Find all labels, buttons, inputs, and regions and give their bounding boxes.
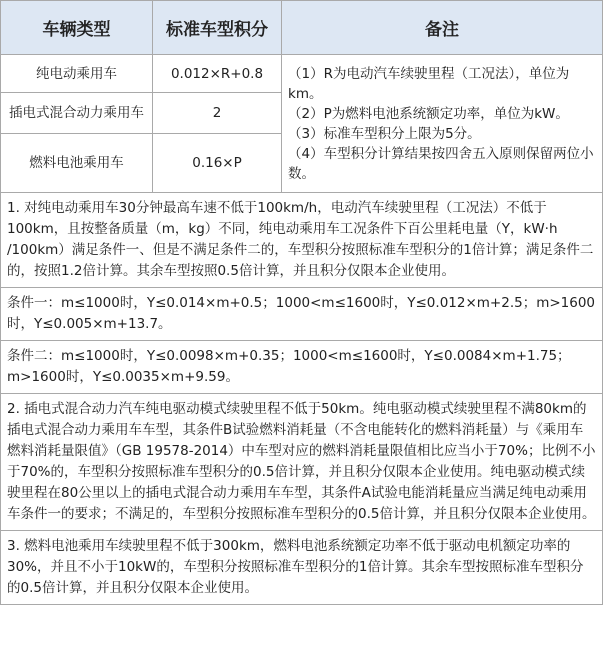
header-vehicle-type: 车辆类型 xyxy=(1,1,153,55)
header-standard-credit: 标准车型积分 xyxy=(153,1,282,55)
header-remarks: 备注 xyxy=(282,1,603,55)
credit-formula-cell: 2 xyxy=(153,93,282,134)
remark-item: （4）车型积分计算结果按四舍五入原则保留两位小数。 xyxy=(288,145,594,182)
rule-phev-text: 2. 插电式混合动力汽车纯电驱动模式续驶里程不低于50km。纯电驱动模式续驶里程不满80km的插电式混合动力乘用车车型，其条件B试验燃料消耗量（不含电能转化的燃料消耗量）与《乘用车燃料消耗量限值》（GB 19578-2014）中车型对应的燃料消耗量限值相比应当小于70%；比例不小于70%的，车型积分按照标准车型积分的0.5倍计算，并且积分仅限本企业使用。纯电驱动模式续驶里程在80公里以上的插电式混合动力乘用车车型，其条件A试验电能消耗量应当满足纯电动乘用车条件一的要求；不满足的，车型积分按照标准车型积分的0.5倍计算，并且积分仅限本企业使用。 xyxy=(1,394,603,531)
remark-item: （3）标准车型积分上限为5分。 xyxy=(288,125,481,142)
remarks-cell xyxy=(282,55,603,193)
rule-row xyxy=(1,341,603,394)
vehicle-type-cell: 燃料电池乘用车 xyxy=(1,134,153,193)
condition-one-text: 条件一：m≤1000时，Y≤0.014×m+0.5；1000<m≤1600时，Y≤0.012×m+2.5；m>1600时，Y≤0.005×m+13.7。 xyxy=(1,288,603,341)
rule-row xyxy=(1,531,603,605)
table-row xyxy=(1,55,603,93)
rule-fcev-text: 3. 燃料电池乘用车续驶里程不低于300km，燃料电池系统额定功率不低于驱动电机额定功率的30%，并且不小于10kW的，车型积分按照标准车型积分的1倍计算。其余车型按照标准车型积分的0.5倍计算，并且积分仅限本企业使用。 xyxy=(1,531,603,605)
header-row xyxy=(1,1,603,55)
rule-row xyxy=(1,394,603,531)
rule-row xyxy=(1,193,603,288)
remark-item: （2）P为燃料电池系统额定功率，单位为kW。 xyxy=(288,105,569,122)
remark-item: （1）R为电动汽车续驶里程（工况法），单位为km。 xyxy=(288,65,570,102)
rule-bev-text: 1. 对纯电动乘用车30分钟最高车速不低于100km/h，电动汽车续驶里程（工况法）不低于100km，且按整备质量（m，kg）不同，纯电动乘用车工况条件下百公里耗电量（Y，kW·h /100km）满足条件一、但是不满足条件二的，车型积分按照标准车型积分的1倍计算；满足条件二的，按照1.2倍计算。其余车型按照0.5倍计算，并且积分仅限本企业使用。 xyxy=(1,193,603,288)
vehicle-type-cell: 纯电动乘用车 xyxy=(1,55,153,93)
condition-two-text: 条件二：m≤1000时，Y≤0.0098×m+0.35；1000<m≤1600时，Y≤0.0084×m+1.75；m>1600时，Y≤0.0035×m+9.59。 xyxy=(1,341,603,394)
credit-formula-cell: 0.16×P xyxy=(153,134,282,193)
vehicle-type-cell: 插电式混合动力乘用车 xyxy=(1,93,153,134)
credit-formula-cell: 0.012×R+0.8 xyxy=(153,55,282,93)
rule-row xyxy=(1,288,603,341)
